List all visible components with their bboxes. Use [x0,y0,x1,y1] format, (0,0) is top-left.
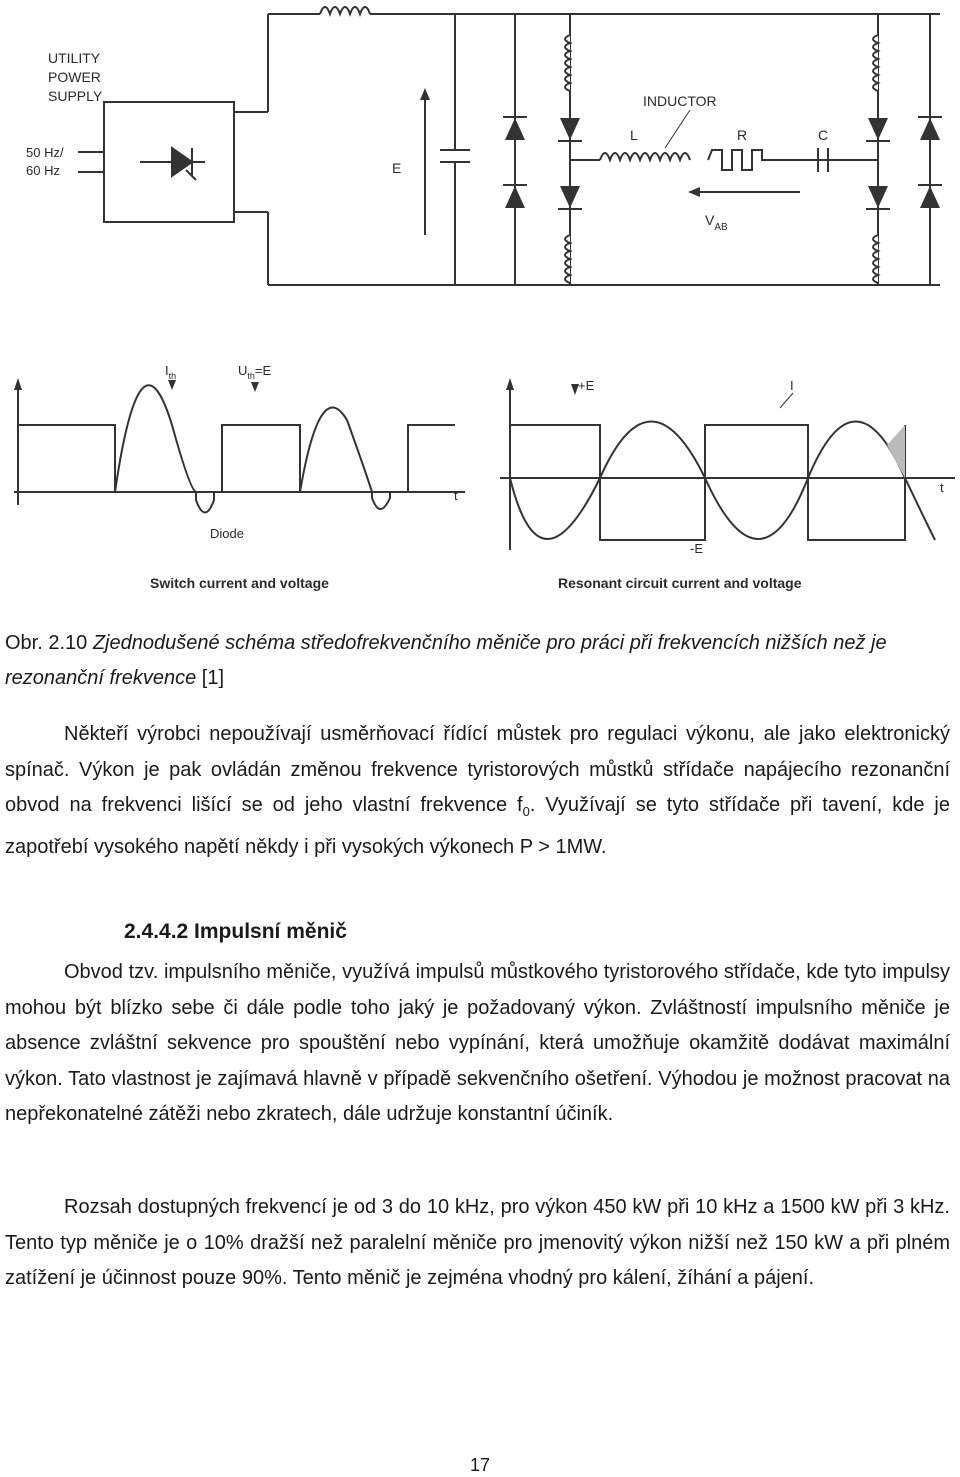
section-heading: 2.4.4.2 Impulsní měnič [124,920,347,943]
figure-caption [5,626,945,696]
label-c: C [818,127,829,143]
label-plus-e: +E [578,378,595,393]
label-supply: SUPPLY [48,88,103,104]
page-number: 17 [469,1455,491,1475]
label-power: POWER [48,69,101,85]
label-t-left: t [454,488,458,503]
paragraph-1-sub: 0 [522,804,530,819]
figure-circuit-and-waveforms [0,0,960,610]
label-e-voltage: E [392,160,402,176]
label-minus-e: -E [690,541,703,556]
label-uth: $U_{th}=E$ [238,363,272,381]
paragraph-2 [5,955,950,1133]
label-r: R [737,127,748,143]
caption-text: Zjednodušené schéma středofrekvenčního měniče pro práci při frekvencích nižších než je rezonanční frekvence [5,632,887,689]
label-i: I [790,378,794,393]
right-chart-title: Resonant circuit current and voltage [558,575,802,591]
paragraph-1-text-a: Někteří výrobci nepoužívají usměrňovací řídící můstek pro regulaci výkonu, ale jako elektronický spínač. Výkon je pak ovládán změnou frekvence tyristorových můstků střídače napájecího rezonanční obvod na frekvenci lišící se od jeho vlastní frekvence f [5,723,950,816]
label-vab: $V_{AB}$ [705,212,728,233]
label-50hz: 50 Hz/ [26,145,64,160]
label-inductor: INDUCTOR [643,93,717,109]
label-60hz: 60 Hz [26,163,60,178]
paragraph-1 [5,717,950,865]
paragraph-3-text: Rozsah dostupných frekvencí je od 3 do 10 kHz, pro výkon 450 kW při 10 kHz a 1500 kW při 3 kHz. Tento typ měniče je o 10% dražší než paralelní měniče pro jmenovitý výkon nižší než 150 kW a při plném zatížení je účinnost pouze 90%. Tento měnič je zejména vhodný pro kálení, žíhání a pájení. [5,1196,950,1289]
caption-ref: [1] [196,667,225,689]
label-diode: Diode [210,526,244,541]
caption-prefix: Obr. 2.10 [5,632,93,654]
label-ith: $I_{th}$ [165,363,177,381]
label-utility: UTILITY [48,50,101,66]
paragraph-2-text: Obvod tzv. impulsního měniče, využívá impulsů můstkového tyristorového střídače, kde tyto impulsy mohou být blízko sebe či dále podle toho jaký je požadovaný výkon. Zvláštností impulsního měniče je absence zvláštní sekvence pro spouštění nebo vypínání, která umožňuje okamžitě dodávat maximální výkon. Tato vlastnost je zajímavá hlavně v případě sekvenčního ošetření. Výhodou je možnost pracovat na nepřekonatelné zátěži nebo zkratech, dále udržuje konstantní účiník. [5,961,950,1125]
left-chart-title: Switch current and voltage [150,575,329,591]
paragraph-1-text-b: . Využívají se tyto střídače při tavení, kde je zapotřebí vysokého napětí někdy i při vysokých výkonech P > 1MW. [5,794,950,858]
paragraph-3 [5,1190,950,1297]
label-t-right: t [940,480,944,495]
label-l: L [630,127,638,143]
